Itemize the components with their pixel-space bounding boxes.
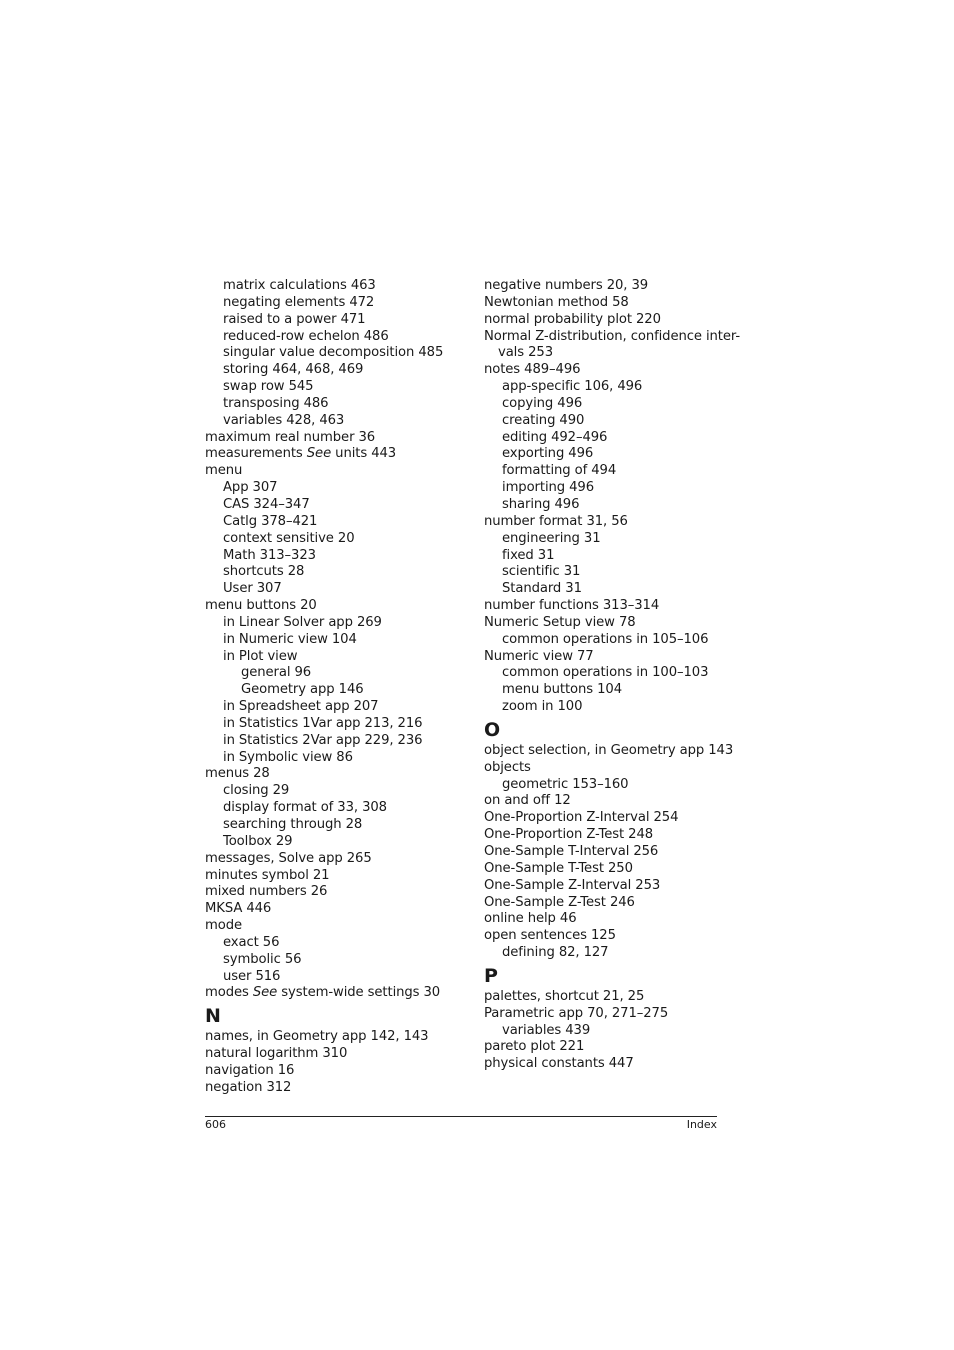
index-letter-heading: O [484, 718, 501, 741]
index-entry: One-Proportion Z-Interval 254 [484, 810, 679, 826]
index-subentry: fixed 31 [502, 547, 555, 563]
index-subentry: swap row 545 [223, 379, 314, 395]
index-subentry: shortcuts 28 [223, 564, 305, 580]
index-subentry: in Statistics 1Var app 213, 216 [223, 715, 423, 731]
index-subentry: common operations in 105–106 [502, 631, 709, 647]
index-entry: maximum real number 36 [205, 429, 376, 445]
index-subentry: copying 496 [502, 395, 583, 411]
index-entry: navigation 16 [205, 1062, 295, 1078]
index-entry: number functions 313–314 [484, 598, 660, 614]
index-subentry: App 307 [223, 480, 278, 496]
index-subentry: general 96 [241, 665, 312, 681]
footer-rule [205, 1116, 717, 1117]
index-subentry: creating 490 [502, 412, 585, 428]
index-entry: One-Proportion Z-Test 248 [484, 827, 654, 843]
index-entry: Normal Z-distribution, confidence inter- [484, 328, 741, 344]
index-subentry: defining 82, 127 [502, 945, 609, 961]
index-entry: number format 31, 56 [484, 513, 628, 529]
index-entry: object selection, in Geometry app 143 [484, 742, 734, 758]
index-entry: objects [484, 759, 531, 775]
index-subentry: editing 492–496 [502, 429, 608, 445]
index-subentry: raised to a power 471 [223, 311, 366, 327]
index-subentry: formatting of 494 [502, 463, 617, 479]
index-entry: One-Sample T-Interval 256 [484, 844, 659, 859]
index-subentry: exact 56 [223, 934, 280, 950]
index-column-right [484, 278, 741, 1073]
index-subentry: variables 439 [502, 1022, 591, 1038]
index-subentry: reduced-row echelon 486 [223, 328, 389, 344]
index-subentry: zoom in 100 [502, 699, 583, 715]
index-subentry: exporting 496 [502, 446, 594, 462]
index-entry: mode [205, 918, 242, 934]
see-target: units 443 [331, 446, 397, 462]
index-entry: menu buttons 20 [205, 598, 317, 614]
entry-text: measurements [205, 446, 307, 462]
index-subentry: negating elements 472 [223, 294, 375, 310]
index-entry: pareto plot 221 [484, 1039, 585, 1055]
index-entry: minutes symbol 21 [205, 867, 330, 883]
index-subentry: context sensitive 20 [223, 530, 355, 546]
index-entry: mixed numbers 26 [205, 884, 328, 900]
index-entry: notes 489–496 [484, 362, 581, 378]
index-subentry: Standard 31 [502, 581, 582, 597]
index-entry: natural logarithm 310 [205, 1046, 348, 1062]
index-subentry: common operations in 100–103 [502, 665, 709, 681]
see-reference: See [306, 446, 332, 462]
index-subentry: singular value decomposition 485 [223, 345, 444, 361]
index-entry: open sentences 125 [484, 928, 616, 944]
index-entry: One-Sample T-Test 250 [484, 860, 633, 876]
index-subentry: importing 496 [502, 480, 594, 496]
index-entry: menu [205, 463, 243, 479]
index-entry: One-Sample Z-Test 246 [484, 894, 635, 910]
index-subentry: Toolbox 29 [223, 833, 293, 849]
index-subentry: Math 313–323 [223, 547, 316, 563]
index-subentry: scientific 31 [502, 564, 581, 580]
index-entry: Newtonian method 58 [484, 294, 629, 310]
index-entry [205, 446, 465, 463]
index-entry: menus 28 [205, 766, 270, 782]
index-letter-heading: P [484, 964, 498, 987]
index-subentry: symbolic 56 [223, 951, 302, 967]
index-subentry: in Plot view [223, 648, 298, 664]
index-subentry: storing 464, 468, 469 [223, 362, 364, 378]
index-entry-continuation: vals 253 [498, 345, 553, 361]
index-subentry: user 516 [223, 968, 281, 984]
index-entry: normal probability plot 220 [484, 311, 661, 327]
index-subentry: in Numeric view 104 [223, 631, 357, 647]
index-subentry: in Linear Solver app 269 [223, 614, 382, 630]
index-subentry: searching through 28 [223, 817, 363, 832]
index-entry: Numeric view 77 [484, 648, 594, 664]
see-target: system-wide settings 30 [277, 985, 441, 1001]
index-column-left [205, 278, 465, 1097]
index-entry: physical constants 447 [484, 1056, 634, 1072]
index-entry: Numeric Setup view 78 [484, 614, 636, 630]
index-subentry: app-specific 106, 496 [502, 379, 643, 395]
entry-text: modes [205, 985, 253, 1001]
page-number: 606 [205, 1118, 226, 1131]
index-entry: on and off 12 [484, 793, 571, 809]
index-subentry: menu buttons 104 [502, 682, 622, 698]
index-entry: names, in Geometry app 142, 143 [205, 1029, 429, 1045]
index-entry: messages, Solve app 265 [205, 850, 372, 866]
see-reference: See [252, 985, 278, 1001]
index-subentry: matrix calculations 463 [223, 278, 376, 293]
index-subentry: geometric 153–160 [502, 776, 629, 792]
index-subentry: CAS 324–347 [223, 496, 310, 512]
index-subentry: variables 428, 463 [223, 412, 345, 428]
index-subentry: engineering 31 [502, 530, 601, 546]
index-subentry: in Symbolic view 86 [223, 749, 353, 765]
index-entry [205, 985, 465, 1002]
section-name: Index [686, 1118, 717, 1131]
index-subentry: display format of 33, 308 [223, 800, 387, 816]
index-entry: MKSA 446 [205, 901, 272, 917]
index-subentry: Catlg 378–421 [223, 513, 318, 529]
index-subentry: in Statistics 2Var app 229, 236 [223, 732, 423, 748]
index-entry: negative numbers 20, 39 [484, 278, 649, 293]
index-entry: Parametric app 70, 271–275 [484, 1005, 669, 1021]
index-subentry: sharing 496 [502, 496, 580, 512]
index-subentry: User 307 [223, 581, 282, 597]
index-entry: online help 46 [484, 911, 577, 927]
index-entry: palettes, shortcut 21, 25 [484, 988, 645, 1004]
index-letter-heading: N [205, 1005, 221, 1028]
index-subentry: transposing 486 [223, 395, 329, 411]
index-subentry: Geometry app 146 [241, 682, 364, 698]
index-entry: One-Sample Z-Interval 253 [484, 877, 661, 893]
index-subentry: in Spreadsheet app 207 [223, 699, 379, 715]
index-entry: negation 312 [205, 1079, 292, 1095]
index-subentry: closing 29 [223, 783, 290, 799]
